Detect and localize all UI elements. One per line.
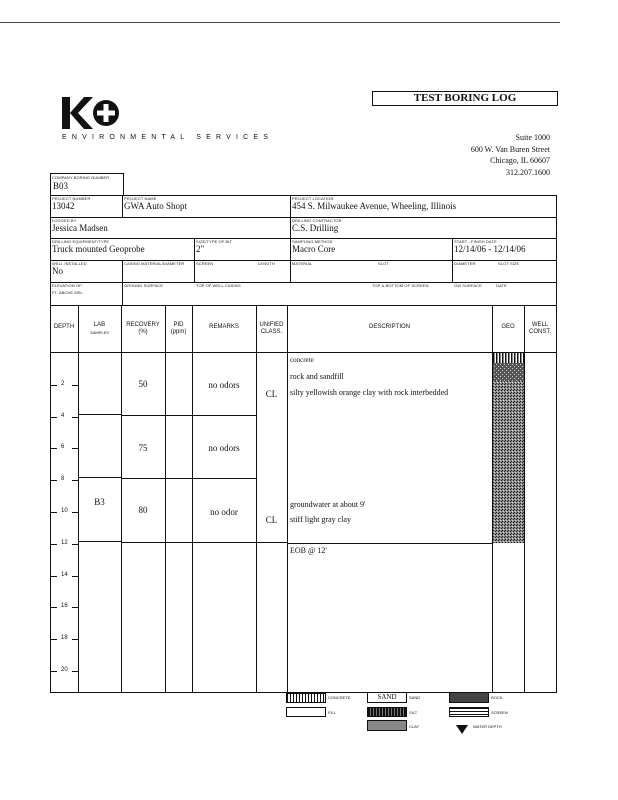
sampling-method-value: Macro Core	[292, 244, 336, 254]
legend-sand-label: SAND	[409, 695, 421, 700]
gw-surface-label: GW SURFACE	[454, 283, 482, 288]
legend-fill-swatch	[286, 707, 326, 717]
depth-tick-inner	[72, 671, 78, 672]
geo-concrete-layer	[493, 353, 524, 363]
depth-tick-label: 20	[61, 667, 68, 673]
elevation-cell	[52, 283, 83, 295]
project-number-label: PROJECT NUMBER	[52, 196, 91, 201]
depth-tick-label: 4	[61, 413, 65, 419]
depth-tick	[51, 480, 57, 481]
length-label: LENGTH	[258, 261, 275, 266]
elevation-label: ELEVATION OF:	[52, 283, 83, 288]
col-well-sub: CONST.	[528, 329, 551, 335]
description-silty-clay: silty yellowish orange clay with rock interbedded	[290, 388, 449, 397]
depth-tick-label: 18	[61, 635, 68, 641]
col-recovery-label: RECOVERY	[126, 322, 160, 328]
logged-by-cell	[52, 218, 108, 233]
col-geo: GEO	[501, 324, 515, 330]
log-title: TEST BORING LOG	[413, 92, 517, 104]
legend-sand-swatch-text: SAND	[377, 693, 397, 701]
diameter-label: DIAMETER	[454, 261, 476, 266]
boring-number-label: COMPANY BORING NUMBER	[52, 175, 110, 180]
depth-tick	[51, 544, 57, 545]
start-finish-date-cell	[454, 239, 526, 254]
scan-mark-top	[0, 22, 560, 23]
casing-material-label: CASING MATERIAL/DIAMETER	[124, 261, 185, 266]
boring-number-value: B03	[53, 181, 69, 191]
bit-size-cell	[196, 239, 232, 254]
drilling-equipment-cell	[52, 239, 145, 254]
col-recovery-sub: (%)	[138, 329, 148, 335]
start-finish-date-value: 12/14/06 - 12/14/06	[454, 244, 526, 254]
geo-rock-layer	[493, 363, 524, 381]
legend-rock-swatch	[449, 692, 489, 703]
sample-1-recovery: 50	[138, 379, 148, 389]
legend-concrete-swatch	[286, 693, 326, 703]
legend-rock-label: ROCK	[491, 695, 503, 700]
depth-tick-label: 10	[61, 508, 68, 514]
sample-2-remarks: no odors	[208, 443, 240, 453]
depth-tick-inner	[72, 448, 78, 449]
description-rock-sandfill: rock and sandfill	[290, 372, 344, 381]
drilling-contractor-label: DRILLING CONTRACTOR	[292, 218, 342, 223]
company-name: ENVIRONMENTAL SERVICES	[62, 134, 274, 141]
elevation-sub: FT. ABOVE MSL	[52, 290, 83, 295]
project-location-value: 454 S. Milwaukee Avenue, Wheeling, Illinois	[292, 201, 457, 211]
top-casing-label: TOP OF WELL CASING	[196, 283, 241, 288]
description-eob: EOB @ 12'	[290, 546, 327, 555]
logged-by-value: Jessica Madsen	[52, 223, 108, 233]
depth-tick-inner	[72, 639, 78, 640]
col-well	[524, 322, 556, 336]
legend-water-depth-label: WATER DEPTH	[473, 724, 502, 729]
depth-tick-inner	[72, 512, 78, 513]
start-finish-date-label: START - FINISH DATE	[454, 239, 497, 244]
drilling-equipment-label: DRILLING EQUIPMENT/TYPE	[52, 239, 110, 244]
project-name-cell	[124, 196, 187, 211]
geo-clay-layer	[493, 381, 524, 543]
project-name-value: GWA Auto Shopt	[124, 201, 188, 211]
drilling-contractor-value: C.S. Drilling	[292, 223, 339, 233]
project-location-label: PROJECT LOCATION	[292, 196, 334, 201]
depth-tick	[51, 671, 57, 672]
legend-sand-swatch	[367, 692, 407, 703]
col-pid-sub: (ppm)	[170, 329, 187, 335]
project-location-cell	[292, 196, 456, 211]
depth-tick	[51, 576, 57, 577]
project-number-value: 13042	[52, 201, 75, 211]
drilling-equipment-value: Truck mounted Geoprobe	[52, 244, 145, 254]
ground-surface-label: GROUND SURFACE	[124, 283, 164, 288]
depth-tick	[51, 639, 57, 640]
address-line-1: Suite 1000	[515, 133, 550, 142]
project-number-cell	[52, 196, 90, 211]
col-recovery	[121, 322, 165, 336]
col-lab-label: LAB	[93, 322, 106, 328]
depth-tick-label: 8	[61, 476, 65, 482]
legend-water-depth-icon	[456, 721, 468, 739]
sample-3-lab: B3	[94, 497, 105, 507]
screen-label: SCREEN	[196, 261, 214, 266]
legend-concrete-label: CONCRETE	[328, 695, 351, 700]
slot-label: SLOT	[378, 261, 389, 266]
depth-tick	[51, 385, 57, 386]
legend-fill-label: FILL	[328, 710, 337, 715]
legend-clay-swatch	[367, 720, 407, 731]
col-well-label: WELL	[531, 322, 549, 328]
depth-tick-label: 16	[61, 603, 68, 609]
bit-size-label: SIZE/TYPE OF BIT	[196, 239, 233, 244]
depth-tick	[51, 448, 57, 449]
address-line-2: 600 W. Van Buren Street	[470, 144, 550, 154]
sample-3-remarks: no odor	[210, 507, 238, 517]
legend-silt-swatch	[367, 707, 407, 717]
col-pid-label: PID	[173, 322, 184, 328]
col-lab	[78, 322, 121, 336]
sample-2-recovery: 75	[138, 443, 148, 453]
depth-tick-label: 12	[61, 540, 68, 546]
depth-tick	[51, 417, 57, 418]
description-concrete: concrete	[290, 356, 314, 364]
depth-tick-inner	[72, 417, 78, 418]
date-label: DATE	[496, 283, 507, 288]
depth-tick-label: 2	[61, 381, 65, 387]
drilling-contractor-cell	[292, 218, 342, 233]
top-bottom-screen-label: TOP & BOTTOM OF SCREEN	[372, 283, 429, 288]
address-line-3: Chicago, IL 60607	[490, 156, 550, 165]
depth-tick	[51, 607, 57, 608]
project-name-label: PROJECT NAME	[124, 196, 157, 201]
description-groundwater: groundwater at about 9'	[290, 500, 366, 509]
legend-screen-swatch	[449, 707, 489, 717]
well-installed-label: WELL INSTALLED	[52, 261, 87, 266]
sample-3-unified: CL	[265, 515, 278, 525]
depth-tick-inner	[72, 607, 78, 608]
bit-size-value: 2"	[196, 244, 205, 254]
boring-number-box	[50, 173, 124, 196]
sample-1-remarks: no odors	[208, 380, 240, 390]
col-lab-sub: SAMPLES	[90, 330, 109, 335]
sample-1-unified: CL	[265, 389, 278, 399]
company-address	[471, 132, 550, 178]
logged-by-label: LOGGED BY	[52, 218, 77, 223]
col-depth: DEPTH	[53, 324, 75, 330]
depth-tick-label: 14	[61, 572, 68, 578]
legend-silt-label: SILT	[409, 710, 418, 715]
address-line-4: 312.207.1600	[506, 167, 550, 177]
col-unified-label: UNIFIED	[259, 322, 284, 328]
depth-tick-inner	[72, 480, 78, 481]
description-gray-clay: stiff light gray clay	[290, 515, 351, 524]
sample-3-recovery: 80	[138, 505, 148, 515]
depth-tick	[51, 512, 57, 513]
col-unified	[256, 322, 287, 336]
col-remarks: REMARKS	[209, 324, 239, 330]
col-unified-sub: CLASS.	[260, 329, 283, 335]
legend-screen-label: SCREEN	[491, 710, 508, 715]
company-logo	[60, 95, 120, 133]
log-title-box	[372, 91, 558, 106]
slot-size-label: SLOT SIZE	[498, 261, 520, 266]
depth-tick-inner	[72, 544, 78, 545]
depth-tick-inner	[72, 576, 78, 577]
depth-tick-label: 6	[61, 444, 65, 450]
geo-column-graphic	[493, 353, 524, 543]
depth-tick-inner	[72, 385, 78, 386]
well-installed-value: No	[52, 266, 63, 276]
material-label: MATERIAL	[292, 261, 313, 266]
col-pid	[165, 322, 192, 336]
sampling-method-label: SAMPLING METHOD	[292, 239, 333, 244]
sampling-method-cell	[292, 239, 335, 254]
legend-clay-label: CLAY	[409, 724, 420, 729]
well-installed-cell	[52, 261, 87, 276]
col-description: DESCRIPTION	[368, 324, 410, 330]
